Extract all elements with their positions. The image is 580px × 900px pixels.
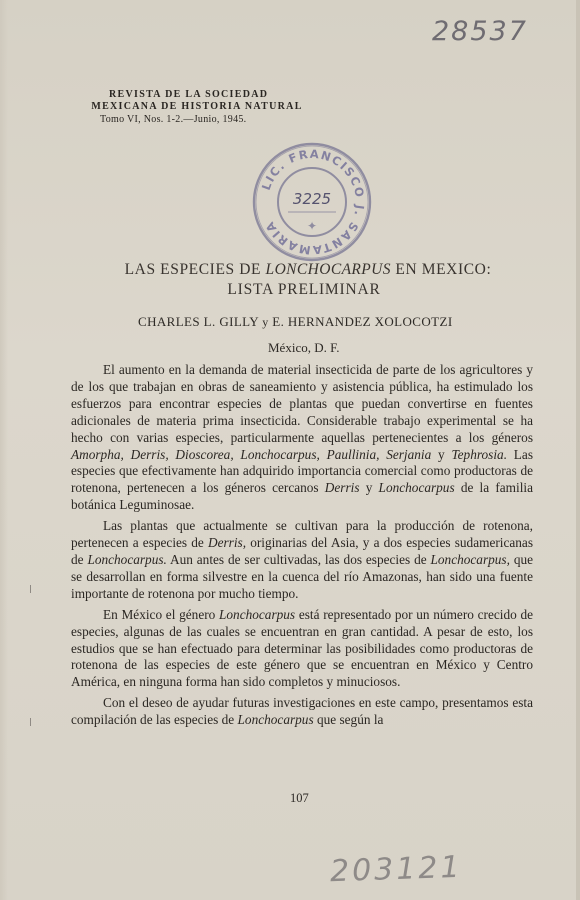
margin-mark xyxy=(30,585,31,593)
paragraph-text: El aumento en la demanda de material insecticida de parte de los agricultores y de los que trabajan en obras de saneamiento y asistencia pública, ha estimulado los esfuerzos para encontrar especies de plantas que puedan convertirse en fuentes adicionales de materia prima insecticida. Considerable trabajo experimental se ha hecho con varias especies, particularmente aquellas pertenecientes a los géneros xyxy=(71,362,533,445)
body-paragraph xyxy=(71,607,533,692)
paragraph-text: y xyxy=(431,446,452,462)
paragraph-text: está representado por un número crecido de especies, algunas de las cuales se encuentran en gran cantidad. A pesar de esto, los estudios que se han efectuado para determinar las posibilidades como productoras de rotenona de las especies de este género que se encuentran en México y Centro América, en ninguna forma han sido completos y minuciosos. xyxy=(71,606,533,690)
journal-name-line2: MEXICANA DE HISTORIA NATURAL xyxy=(91,101,303,112)
italic-taxon-name: Lonchocarpus xyxy=(378,480,455,496)
stamp-seal-icon xyxy=(250,140,374,264)
stamp-ring-text: LIC. FRANCISCO J. SANTAMARIA xyxy=(258,146,368,258)
author-location: México, D. F. xyxy=(268,340,340,355)
author-conjunction: y xyxy=(262,315,269,329)
paragraph-text: que según la xyxy=(313,712,384,728)
paragraph-text: Aun antes de ser cultivadas, las dos especies de xyxy=(166,551,431,567)
handwritten-catalog-number: 28537 xyxy=(432,16,528,47)
title-part1: LAS ESPECIES DE xyxy=(124,261,266,278)
paragraph-text: Las plantas que actualmente se cultivan para la producción de rotenona, pertenecen a especies de xyxy=(71,518,533,551)
paragraph-text: originarias del Asia, y a dos especies sudamericanas de xyxy=(71,535,533,567)
library-stamp xyxy=(250,140,374,264)
paragraph-text: y xyxy=(359,480,379,496)
article-body xyxy=(71,362,533,733)
italic-taxon-name: Lonchocarpus. xyxy=(87,551,167,567)
italic-taxon-name: Amorpha, Derris, Dioscorea, Lonchocarpus, Paullinia, Serjania xyxy=(71,446,432,462)
paragraph-text: de la familia botánica Leguminosae. xyxy=(71,480,533,513)
body-paragraph xyxy=(71,362,533,514)
handwritten-bottom-number: 203121 xyxy=(329,849,464,890)
italic-taxon-name: Lonchocarpus xyxy=(237,712,314,728)
journal-header xyxy=(82,89,312,126)
title-part2: EN MEXICO: xyxy=(390,261,492,278)
body-paragraph xyxy=(71,695,533,729)
journal-name-line1: REVISTA DE LA SOCIEDAD xyxy=(109,89,269,100)
italic-taxon-name: Derris xyxy=(324,480,360,496)
article-authors xyxy=(138,314,470,330)
italic-taxon-name: Tephrosia. xyxy=(451,446,508,462)
svg-text:✦: ✦ xyxy=(306,219,318,233)
journal-volume-info: Tomo VI, Nos. 1-2.—Junio, 1945. xyxy=(100,114,247,125)
article-title-line1 xyxy=(0,261,580,279)
italic-taxon-name: Derris, xyxy=(207,535,247,551)
title-genus: LONCHOCARPUS xyxy=(265,261,391,278)
body-paragraph xyxy=(71,518,533,603)
page-edge-right xyxy=(576,0,580,900)
italic-taxon-name: Lonchocarpus xyxy=(219,606,296,622)
article-title-line2: LISTA PRELIMINAR xyxy=(227,281,381,298)
paragraph-text: Con el deseo de ayudar futuras investigaciones en este campo, presentamos esta compilación de las especies de xyxy=(71,695,533,728)
page-number: 107 xyxy=(290,791,309,805)
stamp-number: 3225 xyxy=(292,190,332,208)
author-second: E. HERNANDEZ XOLOCOTZI xyxy=(272,314,453,329)
paragraph-text: que se desarrollan en forma silvestre en la cuenca del río Amazonas, han sido una fuente importante de rotenona por mucho tiempo. xyxy=(71,551,534,601)
margin-mark xyxy=(30,718,31,726)
italic-taxon-name: Lonchocarpus, xyxy=(430,551,510,567)
paragraph-text: Las especies que efectivamente han adquirido importancia comercial como productoras de rotenona, pertenecen a los géneros cercanos xyxy=(71,446,533,496)
page-edge-shadow xyxy=(0,0,8,900)
paragraph-text: En México el género xyxy=(103,606,220,622)
author-first: CHARLES L. GILLY xyxy=(138,314,259,329)
